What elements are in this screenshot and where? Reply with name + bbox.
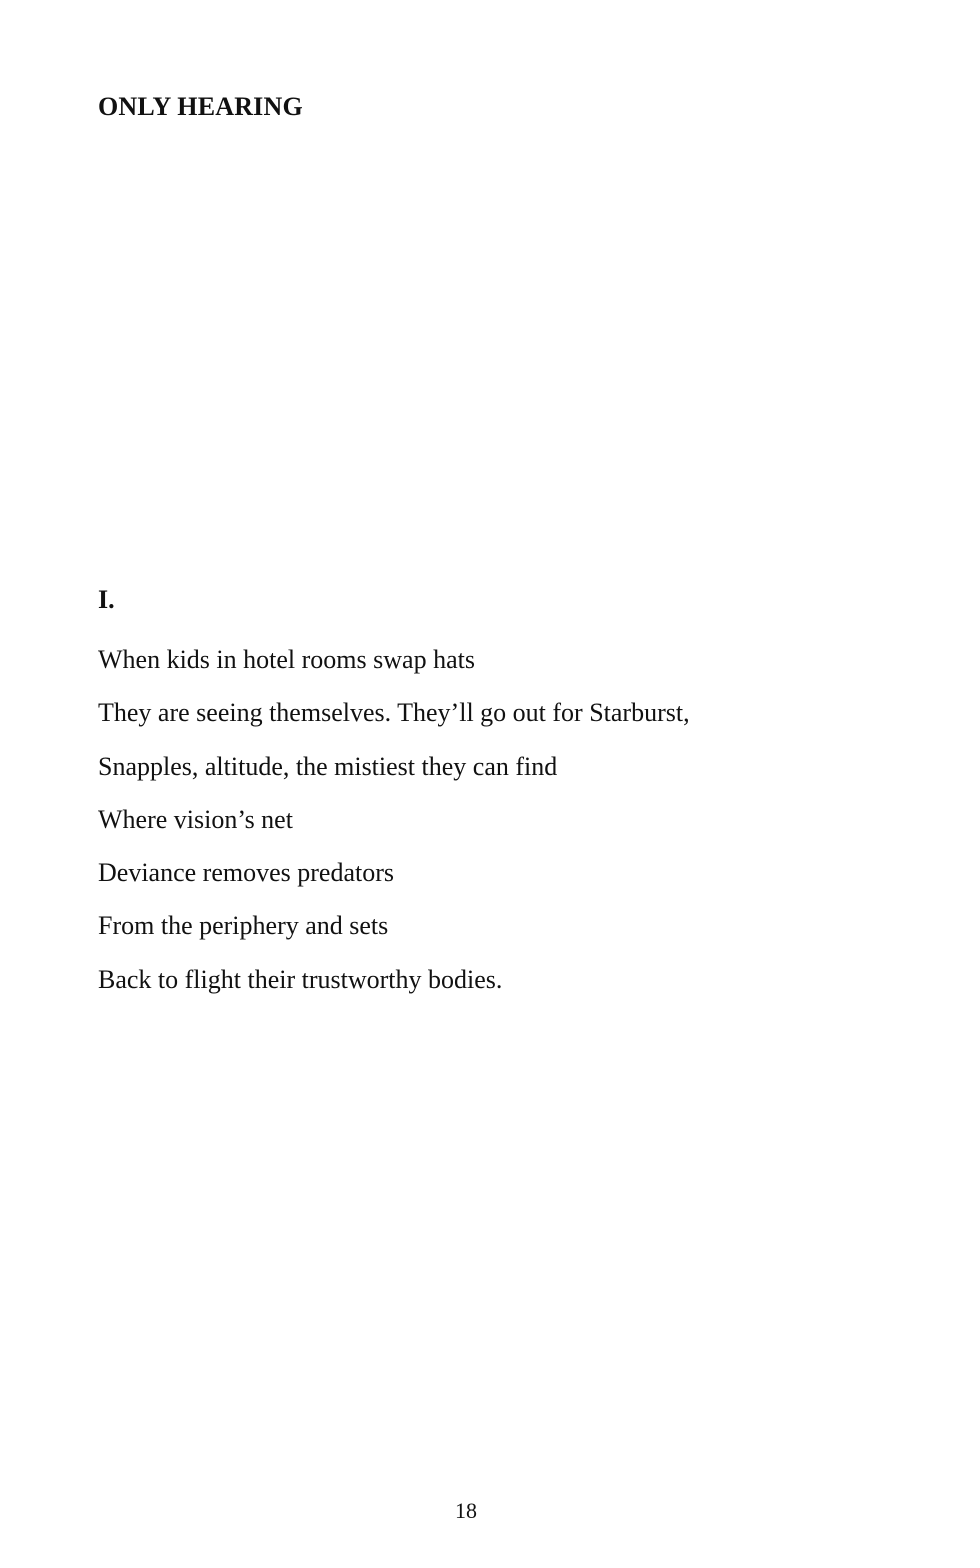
- poem-line: Deviance removes predators: [98, 858, 394, 888]
- poem-line: Back to flight their trustworthy bodies.: [98, 964, 503, 994]
- poem-line: They are seeing themselves. They’ll go out for Starburst,: [98, 698, 690, 728]
- poem-stanza: [98, 633, 690, 1006]
- poem-line: When kids in hotel rooms swap hats: [98, 645, 475, 674]
- section-number: I.: [98, 585, 115, 614]
- poem-title: ONLY HEARING: [98, 92, 303, 121]
- poem-line: Where vision’s net: [98, 804, 293, 834]
- poem-line: Snapples, altitude, the mistiest they can find: [98, 751, 558, 781]
- poem-line: From the periphery and sets: [98, 911, 389, 941]
- page-number: 18: [455, 1498, 477, 1523]
